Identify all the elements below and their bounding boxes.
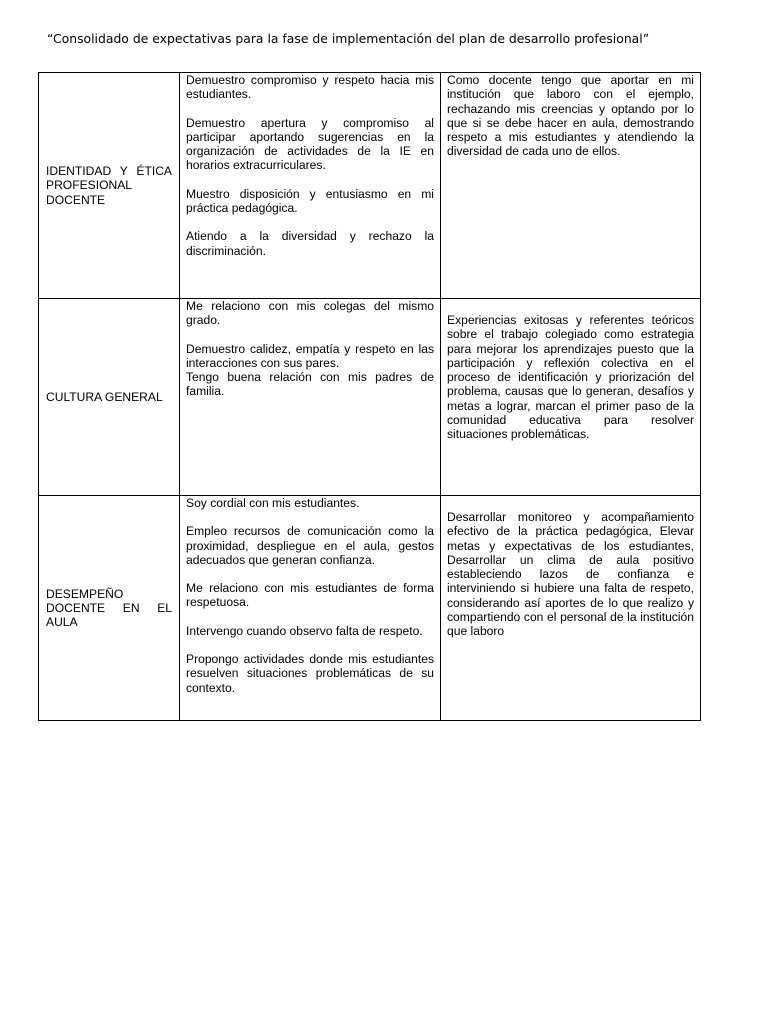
- expectations-cell: [180, 299, 441, 496]
- expectation-item: Tengo buena relación con mis padres de familia.: [186, 370, 434, 399]
- dimension-cell: [39, 73, 180, 299]
- reflection-text: Experiencias exitosas y referentes teóricos sobre el trabajo colegiado como estrategia para mejorar los aprendizajes puesto que la participación y reflexión colectiva en el proceso de identificación y priorización del problema, causas que lo generan, desafíos y metas a lograr, marcan el primer paso de la comunidad educativa para resolver situaciones problemáticas.: [447, 313, 694, 442]
- dimension-label: IDENTIDAD Y ÉTICA PROFESIONAL DOCENTE: [46, 164, 172, 207]
- expectation-item: Demuestro compromiso y respeto hacia mis estudiantes.: [186, 73, 434, 102]
- expectations-cell: [180, 73, 441, 299]
- dimension-cell: [39, 496, 180, 721]
- table-row: [39, 73, 701, 299]
- dimension-label: CULTURA GENERAL: [46, 389, 163, 404]
- expectation-item: Intervengo cuando observo falta de respeto.: [186, 623, 423, 638]
- reflection-cell: [441, 299, 701, 496]
- expectation-item: Empleo recursos de comunicación como la proximidad, despliegue en el aula, gestos adecuados que generan confianza.: [186, 524, 434, 567]
- expectation-item: Demuestro calidez, empatía y respeto en las interacciones con sus pares.: [186, 341, 434, 370]
- table-row: [39, 496, 701, 721]
- reflection-cell: [441, 73, 701, 299]
- expectations-table: [38, 72, 701, 721]
- reflection-text: Como docente tengo que aportar en mi institución que laboro con el ejemplo, rechazando mis creencias y optando por lo que si se debe hacer en aula, demostrando respeto a mis estudiantes y atendiendo la diversidad de cada uno de ellos.: [447, 73, 694, 159]
- expectation-item: Me relaciono con mis colegas del mismo grado.: [186, 299, 434, 328]
- dimension-label: DESEMPEÑO DOCENTE EN EL AULA: [46, 586, 172, 630]
- expectation-item: Me relaciono con mis estudiantes de forma respetuosa.: [186, 581, 434, 610]
- expectation-item: Demuestro apertura y compromiso al participar aportando sugerencias en la organización de actividades de la IE en horarios extracurriculares.: [186, 115, 434, 173]
- expectation-item: Atiendo a la diversidad y rechazo la discriminación.: [186, 229, 434, 258]
- expectation-item: Muestro disposición y entusiasmo en mi práctica pedagógica.: [186, 186, 434, 216]
- reflection-cell: [441, 496, 701, 721]
- expectation-item: Soy cordial con mis estudiantes.: [186, 496, 360, 510]
- table-row: [39, 299, 701, 496]
- reflection-text: Desarrollar monitoreo y acompañamiento efectivo de la práctica pedagógica, Elevar metas y expectativas de los estudiantes, Desarrollar un clima de aula positivo estableciendo lazos de confianza e interviniendo si hubiere una falta de respeto, considerando así aportes de lo que realizo y compartiendo con el personal de la institución que laboro: [447, 510, 694, 639]
- expectation-item: Propongo actividades donde mis estudiantes resuelven situaciones problemáticas de su contexto.: [186, 652, 434, 695]
- expectations-cell: [180, 496, 441, 721]
- document-title: “Consolidado de expectativas para la fase de implementación del plan de desarrollo profesional”: [47, 31, 650, 46]
- dimension-cell: [39, 299, 180, 496]
